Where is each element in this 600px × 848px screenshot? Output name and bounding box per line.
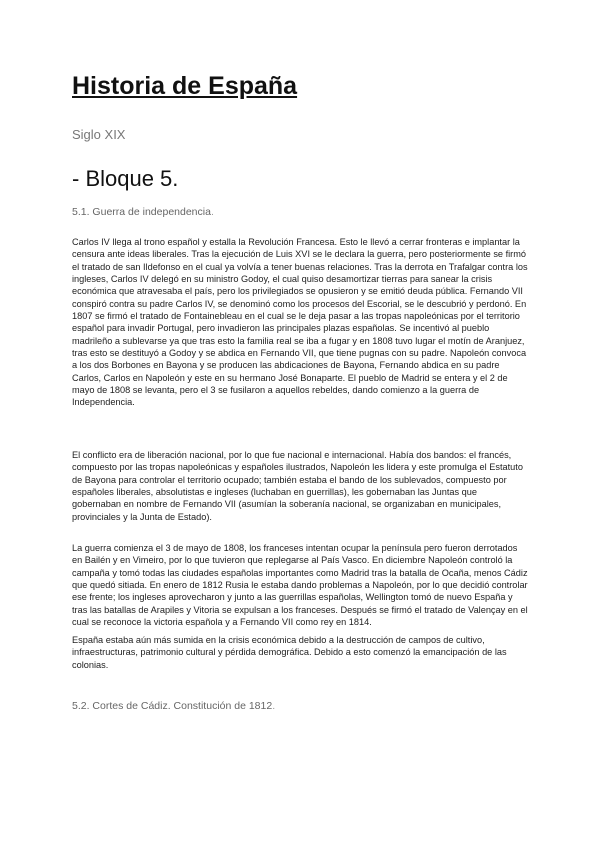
section-heading-5-1-text: 5.1. Guerra de independencia <box>72 206 211 218</box>
paragraph-2: El conflicto era de liberación nacional, por lo que fue nacional e internacional. Había dos bandos: el francés, compuesto por las tropas napoleónicas y españoles ilustrados, Napoleón les lidera y este promulga el Estatuto de Bayona para controlar el territorio ocupado; también estaba el bando de los sublevados, compuesto por españoles liberales, absolutistas e ingleses (luchaban en guerrillas), les gobernaban las Juntas que gobernaban en nombre de Fernando VII (asumían la soberanía nacional, se organizaban en municipales, provinciales y la Junta de Estado). <box>72 450 523 522</box>
paragraph-3: La guerra comienza el 3 de mayo de 1808, los franceses intentan ocupar la península pero fueron derrotados en Bailén y en Vimeiro, por lo que tuvieron que replegarse al País Vasco. En diciembre Napoleón controló la campaña y tomó todas las ciudades españolas importantes como Madrid tras la batalla de Ocaña, menos Cádiz que quedó sitiada. En enero de 1812 Rusia le estaba dando problemas a Napoleón, por lo que decidió controlar ese frente; los ingleses aprovecharon y junto a las guerrillas españolas, Wellington tomó de nuevo España y tras las batallas de Arapiles y Vitoria se expulsan a los franceses. Después se firmó el tratado de Valençay en el cual se reconoce la victoria española y a Fernando VII como rey en 1814. <box>72 543 528 628</box>
section-heading-5-1-trail: . <box>210 206 214 218</box>
section-heading-5-2-trail: . <box>272 700 276 712</box>
section-heading-5-2-text: 5.2. Cortes de Cádiz. Constitución de 1812 <box>72 700 273 712</box>
paragraph-4: España estaba aún más sumida en la crisis económica debido a la destrucción de campos de cultivo, infraestructuras, patrimonio cultural y pérdida demográfica. Debido a esto comenzó la emancipación de las colonias. <box>72 635 507 670</box>
section-heading-5-1 <box>72 206 214 218</box>
block-heading: - Bloque 5. <box>72 166 179 191</box>
document-title: Historia de España <box>72 72 298 100</box>
section-heading-5-2 <box>72 700 275 712</box>
paragraph-1: Carlos IV llega al trono español y estalla la Revolución Francesa. Esto le llevó a cerrar fronteras e implantar la censura ante ideas liberales. Tras la ejecución de Luis XVI se le declara la guerra, pero posteriormente se firmó el tratado de san Ildefonso en el cual ya volvía a tener buenas relaciones. Tras la derrota en Trafalgar contra los ingleses, Carlos IV delegó en su ministro Godoy, el cual quiso desamortizar tierras para sanear la crisis económica que atravesaba el país, pero los privilegiados se opusieron y se emitió deuda pública. Fernando VII conspiró contra su padre Carlos IV, se denominó como los procesos del Escorial, se le descubrió y perdonó. En 1807 se firmó el tratado de Fontainebleau en el cual se le deja pasar a las tropas napoleónicas por el territorio español para invadir Portugal, pero invadieron las principales plazas españolas. Se incentivó al pueblo madrileño a sublevarse ya que tras esto la familia real se iba a fugar y en 1808 tuvo lugar el motín de Aranjuez, tras esto se destituyó a Godoy y se abdica en Fernando VII, que tiene pugnas con su padre. Napoleón convoca a los dos Borbones en Bayona y se producen las abdicaciones de Bayona, Fernando abdica en su padre Carlos, Carlos en Napoleón y este en su hermano José Bonaparte. El pueblo de Madrid se entera y el 2 de mayo de 1808 se levanta, pero el 3 se fusilaron a aquellos rebeldes, dando comienzo a la guerra de Independencia. <box>72 237 528 408</box>
document-subtitle: Siglo XIX <box>72 127 126 142</box>
